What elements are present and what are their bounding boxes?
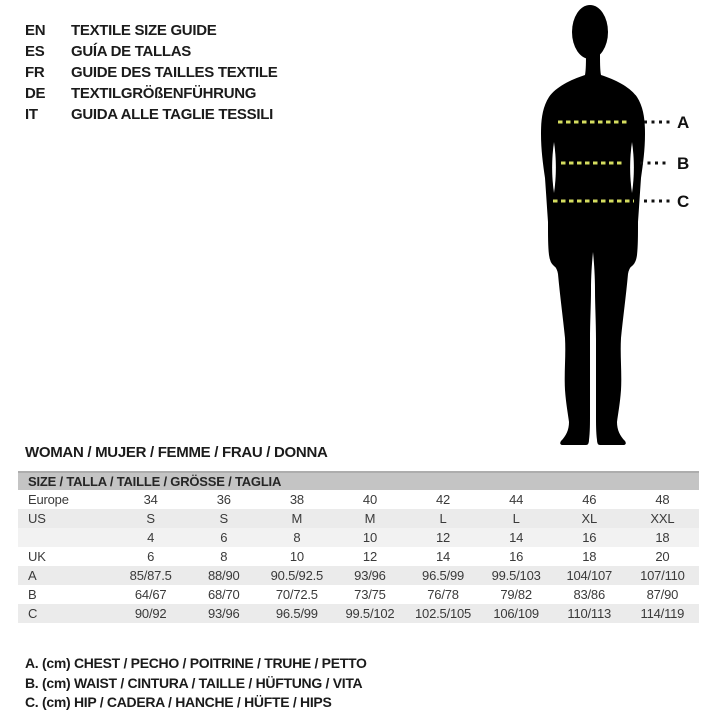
woman-silhouette-figure (498, 0, 720, 450)
table-cell: 76/78 (407, 585, 480, 604)
table-cell: M (333, 509, 406, 528)
table-cell: 48 (626, 490, 699, 509)
table-cell: 99.5/102 (333, 604, 406, 623)
table-cell: 93/96 (333, 566, 406, 585)
row-label: UK (18, 547, 114, 566)
table-cell: 99.5/103 (480, 566, 553, 585)
table-cell: 73/75 (333, 585, 406, 604)
table-cell: 68/70 (187, 585, 260, 604)
note-waist: B. (cm) WAIST / CINTURA / TAILLE / HÜFTUNG / VITA (25, 674, 363, 691)
table-cell: L (407, 509, 480, 528)
table-cell: 106/109 (480, 604, 553, 623)
list-item (25, 104, 277, 125)
guide-title: GUÍA DE TALLAS (71, 43, 191, 60)
table-cell: 110/113 (553, 604, 626, 623)
list-item (25, 83, 277, 104)
table-cell: M (260, 509, 333, 528)
table-cell: 107/110 (626, 566, 699, 585)
guide-title: GUIDE DES TAILLES TEXTILE (71, 64, 278, 81)
table-row-us-numeric (18, 528, 699, 547)
woman-silhouette (541, 5, 645, 445)
table-cell: 38 (260, 490, 333, 509)
guide-title: GUIDA ALLE TAGLIE TESSILI (71, 106, 273, 123)
row-label: A (18, 566, 114, 585)
size-table (18, 471, 699, 623)
table-cell: 102.5/105 (407, 604, 480, 623)
table-cell: 10 (260, 547, 333, 566)
silhouette-body (541, 50, 645, 445)
language-code: DE (25, 85, 46, 102)
silhouette-head (572, 5, 608, 59)
table-cell: 44 (480, 490, 553, 509)
note-chest: A. (cm) CHEST / PECHO / POITRINE / TRUHE / PETTO (25, 655, 367, 671)
table-cell: 36 (187, 490, 260, 509)
table-cell: 14 (480, 528, 553, 547)
table-row-us (18, 509, 699, 528)
table-cell: 8 (187, 547, 260, 566)
table-cell: 4 (114, 528, 187, 547)
measurement-diagram (498, 0, 720, 450)
table-row-uk (18, 547, 699, 566)
row-label (18, 528, 114, 547)
table-cell: 10 (333, 528, 406, 547)
table-cell: 18 (626, 528, 699, 547)
table-cell: 70/72.5 (260, 585, 333, 604)
table-cell: 18 (553, 547, 626, 566)
row-label: US (18, 509, 114, 528)
list-item (25, 41, 277, 62)
table-cell: 34 (114, 490, 187, 509)
note-hip: C. (cm) HIP / CADERA / HANCHE / HÜFTE / HIPS (25, 694, 332, 710)
table-cell: 46 (553, 490, 626, 509)
table-row-chest (18, 566, 699, 585)
label-chest: A (677, 113, 690, 132)
table-cell: S (187, 509, 260, 528)
measurement-notes (25, 654, 367, 713)
table-cell: L (480, 509, 553, 528)
table-cell: 16 (480, 547, 553, 566)
language-code: IT (25, 106, 38, 123)
table-cell: 6 (114, 547, 187, 566)
table-cell: 8 (260, 528, 333, 547)
table-cell: 6 (187, 528, 260, 547)
table-header: SIZE / TALLA / TAILLE / GRÖSSE / TAGLIA (18, 472, 699, 490)
table-cell: 96.5/99 (407, 566, 480, 585)
table-cell: 12 (407, 528, 480, 547)
label-hip: C (677, 192, 690, 211)
guide-title: TEXTILE SIZE GUIDE (71, 22, 217, 39)
language-code: ES (25, 43, 45, 60)
table-cell: 104/107 (553, 566, 626, 585)
table-header-row (18, 472, 699, 490)
row-label: C (18, 604, 114, 623)
table-cell: 90.5/92.5 (260, 566, 333, 585)
label-waist: B (677, 154, 690, 173)
table-cell: 42 (407, 490, 480, 509)
table-row-europe (18, 490, 699, 509)
table-cell: 64/67 (114, 585, 187, 604)
table-cell: 88/90 (187, 566, 260, 585)
table-cell: 90/92 (114, 604, 187, 623)
table-cell: 16 (553, 528, 626, 547)
table-row-waist (18, 585, 699, 604)
language-title-list (25, 20, 277, 125)
table-cell: XL (553, 509, 626, 528)
table-cell: 93/96 (187, 604, 260, 623)
row-label: Europe (18, 490, 114, 509)
list-item (25, 62, 277, 83)
table-cell: 14 (407, 547, 480, 566)
language-code: FR (25, 64, 45, 81)
table-row-hip (18, 604, 699, 623)
table-cell: XXL (626, 509, 699, 528)
table-cell: 20 (626, 547, 699, 566)
list-item (25, 20, 277, 41)
table-cell: 85/87.5 (114, 566, 187, 585)
row-label: B (18, 585, 114, 604)
measurement-labels (677, 113, 689, 211)
language-code: EN (25, 22, 46, 39)
table-cell: 96.5/99 (260, 604, 333, 623)
table-cell: 12 (333, 547, 406, 566)
guide-title: TEXTILGRÖßENFÜHRUNG (71, 85, 257, 102)
table-cell: S (114, 509, 187, 528)
section-title: WOMAN / MUJER / FEMME / FRAU / DONNA (25, 444, 328, 461)
table-cell: 79/82 (480, 585, 553, 604)
table-cell: 83/86 (553, 585, 626, 604)
table-cell: 87/90 (626, 585, 699, 604)
table-cell: 40 (333, 490, 406, 509)
table-cell: 114/119 (626, 604, 699, 623)
